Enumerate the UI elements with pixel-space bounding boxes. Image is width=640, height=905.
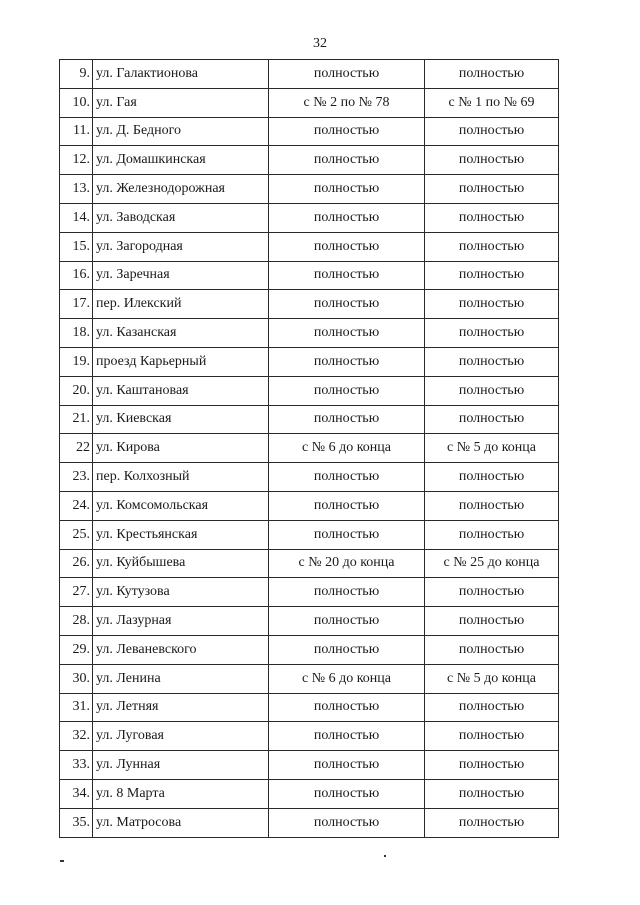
street-name: ул. Загородная xyxy=(93,232,269,261)
odd-houses: полностью xyxy=(425,635,559,664)
even-houses: полностью xyxy=(269,607,425,636)
table-row xyxy=(60,290,559,319)
row-number: 28. xyxy=(60,607,93,636)
table-row xyxy=(60,60,559,89)
row-number: 35. xyxy=(60,808,93,837)
even-houses: полностью xyxy=(269,347,425,376)
odd-houses: с № 1 по № 69 xyxy=(425,88,559,117)
even-houses: полностью xyxy=(269,117,425,146)
row-number: 29. xyxy=(60,635,93,664)
even-houses: с № 6 до конца xyxy=(269,664,425,693)
street-name: ул. Д. Бедного xyxy=(93,117,269,146)
table-row xyxy=(60,549,559,578)
table-row xyxy=(60,347,559,376)
row-number: 23. xyxy=(60,463,93,492)
odd-houses: полностью xyxy=(425,405,559,434)
street-name: ул. Матросова xyxy=(93,808,269,837)
row-number: 16. xyxy=(60,261,93,290)
street-name: ул. 8 Марта xyxy=(93,779,269,808)
odd-houses: с № 5 до конца xyxy=(425,664,559,693)
row-number: 24. xyxy=(60,491,93,520)
row-number: 25. xyxy=(60,520,93,549)
row-number: 21. xyxy=(60,405,93,434)
row-number: 14. xyxy=(60,203,93,232)
odd-houses: полностью xyxy=(425,520,559,549)
odd-houses: полностью xyxy=(425,60,559,89)
table-row xyxy=(60,88,559,117)
street-name: пер. Колхозный xyxy=(93,463,269,492)
even-houses: полностью xyxy=(269,722,425,751)
street-name: ул. Домашкинская xyxy=(93,146,269,175)
table-row xyxy=(60,319,559,348)
odd-houses: полностью xyxy=(425,779,559,808)
odd-houses: полностью xyxy=(425,693,559,722)
table-row xyxy=(60,693,559,722)
row-number: 17. xyxy=(60,290,93,319)
even-houses: полностью xyxy=(269,520,425,549)
even-houses: полностью xyxy=(269,232,425,261)
even-houses: с № 6 до конца xyxy=(269,434,425,463)
even-houses: полностью xyxy=(269,578,425,607)
street-name: ул. Лунная xyxy=(93,751,269,780)
row-number: 20. xyxy=(60,376,93,405)
odd-houses: полностью xyxy=(425,146,559,175)
street-name: ул. Лазурная xyxy=(93,607,269,636)
table-row xyxy=(60,405,559,434)
table-row xyxy=(60,376,559,405)
street-name: ул. Галактионова xyxy=(93,60,269,89)
row-number: 31. xyxy=(60,693,93,722)
street-name: ул. Леваневского xyxy=(93,635,269,664)
row-number: 12. xyxy=(60,146,93,175)
even-houses: полностью xyxy=(269,491,425,520)
scan-mark xyxy=(384,855,386,857)
table-row xyxy=(60,434,559,463)
even-houses: полностью xyxy=(269,635,425,664)
table-row xyxy=(60,635,559,664)
row-number: 27. xyxy=(60,578,93,607)
row-number: 26. xyxy=(60,549,93,578)
odd-houses: полностью xyxy=(425,319,559,348)
odd-houses: полностью xyxy=(425,175,559,204)
table-row xyxy=(60,491,559,520)
odd-houses: полностью xyxy=(425,491,559,520)
row-number: 11. xyxy=(60,117,93,146)
street-name: ул. Каштановая xyxy=(93,376,269,405)
row-number: 32. xyxy=(60,722,93,751)
table-row xyxy=(60,808,559,837)
table-row xyxy=(60,146,559,175)
table-row xyxy=(60,664,559,693)
street-name: ул. Казанская xyxy=(93,319,269,348)
table-row xyxy=(60,261,559,290)
street-name: ул. Ленина xyxy=(93,664,269,693)
table-row xyxy=(60,607,559,636)
street-name: ул. Луговая xyxy=(93,722,269,751)
even-houses: полностью xyxy=(269,290,425,319)
page-number: 32 xyxy=(313,36,327,51)
street-name: ул. Кутузова xyxy=(93,578,269,607)
row-number: 15. xyxy=(60,232,93,261)
odd-houses: полностью xyxy=(425,203,559,232)
even-houses: полностью xyxy=(269,175,425,204)
even-houses: полностью xyxy=(269,693,425,722)
odd-houses: полностью xyxy=(425,722,559,751)
street-name: ул. Куйбышева xyxy=(93,549,269,578)
row-number: 19. xyxy=(60,347,93,376)
street-name: ул. Комсомольская xyxy=(93,491,269,520)
street-name: ул. Заречная xyxy=(93,261,269,290)
row-number: 30. xyxy=(60,664,93,693)
odd-houses: полностью xyxy=(425,376,559,405)
even-houses: полностью xyxy=(269,405,425,434)
street-name: ул. Гая xyxy=(93,88,269,117)
row-number: 10. xyxy=(60,88,93,117)
even-houses: полностью xyxy=(269,751,425,780)
street-name: пер. Илекский xyxy=(93,290,269,319)
row-number: 22 xyxy=(60,434,93,463)
table-row xyxy=(60,175,559,204)
even-houses: с № 20 до конца xyxy=(269,549,425,578)
table-row xyxy=(60,232,559,261)
table-row xyxy=(60,751,559,780)
even-houses: полностью xyxy=(269,60,425,89)
odd-houses: с № 25 до конца xyxy=(425,549,559,578)
even-houses: полностью xyxy=(269,203,425,232)
even-houses: полностью xyxy=(269,319,425,348)
odd-houses: полностью xyxy=(425,463,559,492)
street-name: проезд Карьерный xyxy=(93,347,269,376)
even-houses: полностью xyxy=(269,808,425,837)
row-number: 34. xyxy=(60,779,93,808)
odd-houses: полностью xyxy=(425,290,559,319)
even-houses: полностью xyxy=(269,463,425,492)
streets-table-body xyxy=(60,60,559,838)
row-number: 18. xyxy=(60,319,93,348)
street-name: ул. Киевская xyxy=(93,405,269,434)
streets-table xyxy=(59,59,559,838)
street-name: ул. Железнодорожная xyxy=(93,175,269,204)
even-houses: полностью xyxy=(269,376,425,405)
even-houses: полностью xyxy=(269,146,425,175)
odd-houses: полностью xyxy=(425,751,559,780)
even-houses: с № 2 по № 78 xyxy=(269,88,425,117)
street-name: ул. Заводская xyxy=(93,203,269,232)
table-row xyxy=(60,203,559,232)
table-row xyxy=(60,722,559,751)
odd-houses: полностью xyxy=(425,232,559,261)
odd-houses: полностью xyxy=(425,578,559,607)
street-name: ул. Летняя xyxy=(93,693,269,722)
row-number: 13. xyxy=(60,175,93,204)
odd-houses: полностью xyxy=(425,607,559,636)
even-houses: полностью xyxy=(269,261,425,290)
street-name: ул. Крестьянская xyxy=(93,520,269,549)
odd-houses: полностью xyxy=(425,347,559,376)
odd-houses: полностью xyxy=(425,117,559,146)
odd-houses: полностью xyxy=(425,808,559,837)
table-row xyxy=(60,578,559,607)
table-row xyxy=(60,463,559,492)
table-row xyxy=(60,779,559,808)
row-number: 9. xyxy=(60,60,93,89)
odd-houses: полностью xyxy=(425,261,559,290)
row-number: 33. xyxy=(60,751,93,780)
scan-mark xyxy=(60,860,64,862)
even-houses: полностью xyxy=(269,779,425,808)
table-row xyxy=(60,117,559,146)
table-row xyxy=(60,520,559,549)
street-name: ул. Кирова xyxy=(93,434,269,463)
odd-houses: с № 5 до конца xyxy=(425,434,559,463)
